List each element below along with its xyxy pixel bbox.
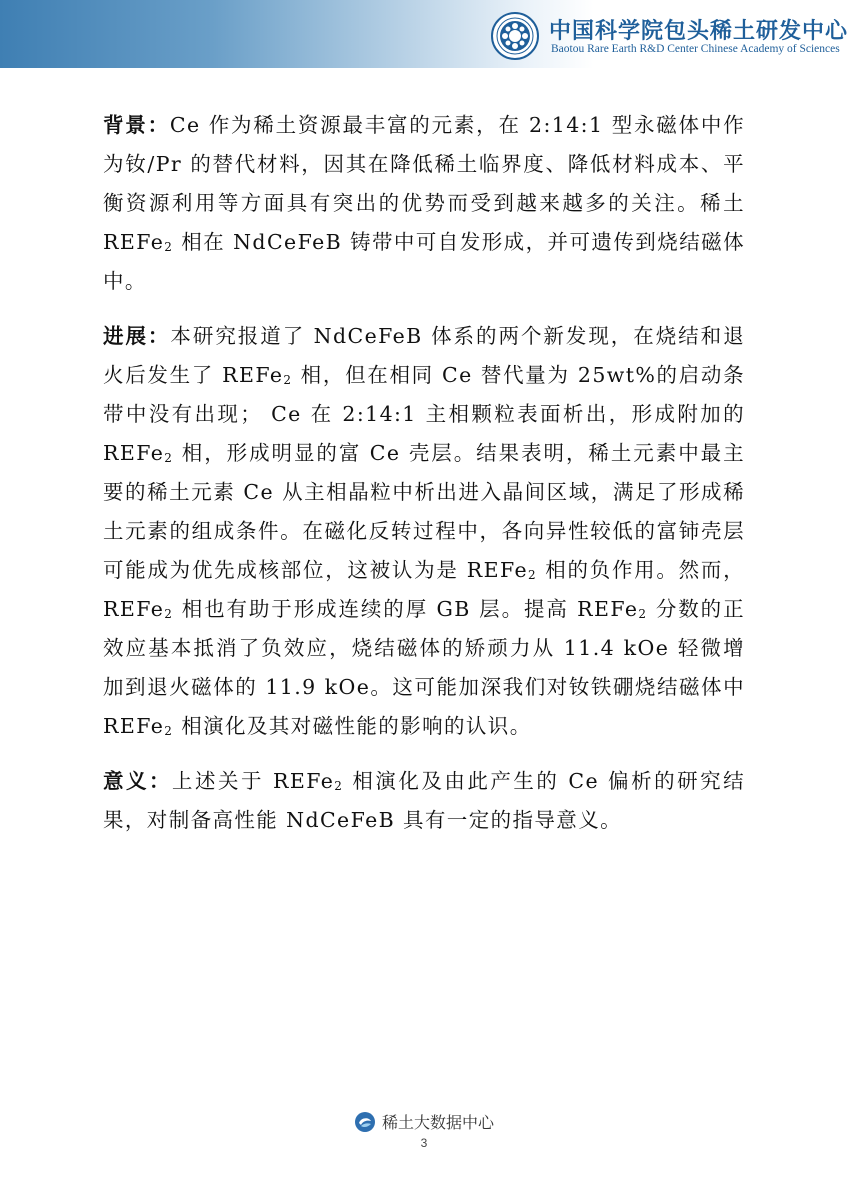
progress-text-1: 本研究报道了 NdCeFeB 体系的两个新发现，在烧结和退火后发生了 REFe — [103, 324, 745, 387]
progress-text-2: 相，但在相同 Ce 替代量为 25wt%的启动条带中没有出现； Ce 在 2:14:1 主相颗粒表面析出，形成附加的 REFe — [103, 363, 745, 465]
footer-brand-text: 稀土大数据中心 — [381, 1113, 494, 1132]
progress-label: 进展： — [103, 324, 171, 348]
significance-label: 意义： — [103, 769, 173, 793]
subscript-2: 2 — [164, 607, 174, 621]
background-paragraph — [103, 106, 745, 301]
subscript-2: 2 — [164, 451, 174, 465]
background-text-1: Ce 作为稀土资源最丰富的元素，在 2:14:1 型永磁体中作为钕/Pr 的替代材料，因其在降低稀土临界度、降低材料成本、平衡资源利用等方面具有突出的优势而受到越来越多的关注。稀土 REFe — [103, 113, 746, 254]
header-org-name-cn: 中国科学院包头稀土研发中心 — [549, 19, 848, 44]
subscript-2: 2 — [334, 779, 344, 793]
page-number: 3 — [420, 1136, 428, 1150]
progress-text-5: 相也有助于形成连续的厚 GB 层。提高 REFe — [173, 597, 639, 621]
subscript-2: 2 — [528, 568, 538, 582]
progress-text-6: 分数的正效应基本抵消了负效应，烧结磁体的矫顽力从 11.4 kOe 轻微增加到退火磁体的 11.9 kOe。这可能加深我们对钕铁硼烧结磁体中 REFe — [103, 597, 745, 738]
subscript-2: 2 — [283, 373, 293, 387]
subscript-2: 2 — [164, 724, 174, 738]
significance-paragraph — [103, 762, 745, 840]
article-body — [103, 106, 745, 856]
footer-brand — [354, 1110, 494, 1133]
significance-text-2: 相演化及由此产生的 Ce 偏析的研究结果，对制备高性能 NdCeFeB 具有一定的指导意义。 — [103, 769, 745, 832]
header-band — [0, 0, 848, 68]
header-org-name-en: Baotou Rare Earth R&D Center Chinese Academy of Sciences — [551, 43, 840, 55]
background-label: 背景： — [103, 113, 170, 137]
background-text-2: 相在 NdCeFeB 铸带中可自发形成，并可遗传到烧结磁体中。 — [103, 230, 745, 293]
progress-text-3: 相，形成明显的富 Ce 壳层。结果表明，稀土元素中最主要的稀土元素 Ce 从主相晶粒中析出进入晶间区域，满足了形成稀土元素的组成条件。在磁化反转过程中，各向异性较低的富铈壳层可能成为优先成核部位，这被认为是 REFe — [103, 441, 745, 582]
subscript-2: 2 — [164, 240, 174, 254]
cas-seal-icon — [491, 12, 539, 60]
footer — [0, 1110, 848, 1137]
progress-text-7: 相演化及其对磁性能的影响的认识。 — [173, 714, 532, 738]
subscript-2: 2 — [638, 607, 648, 621]
progress-paragraph — [103, 317, 745, 746]
progress-text-4: 相的负作用。然而，REFe — [103, 558, 745, 621]
data-center-logo-icon — [354, 1111, 376, 1133]
significance-text-1: 上述关于 REFe — [172, 769, 335, 793]
